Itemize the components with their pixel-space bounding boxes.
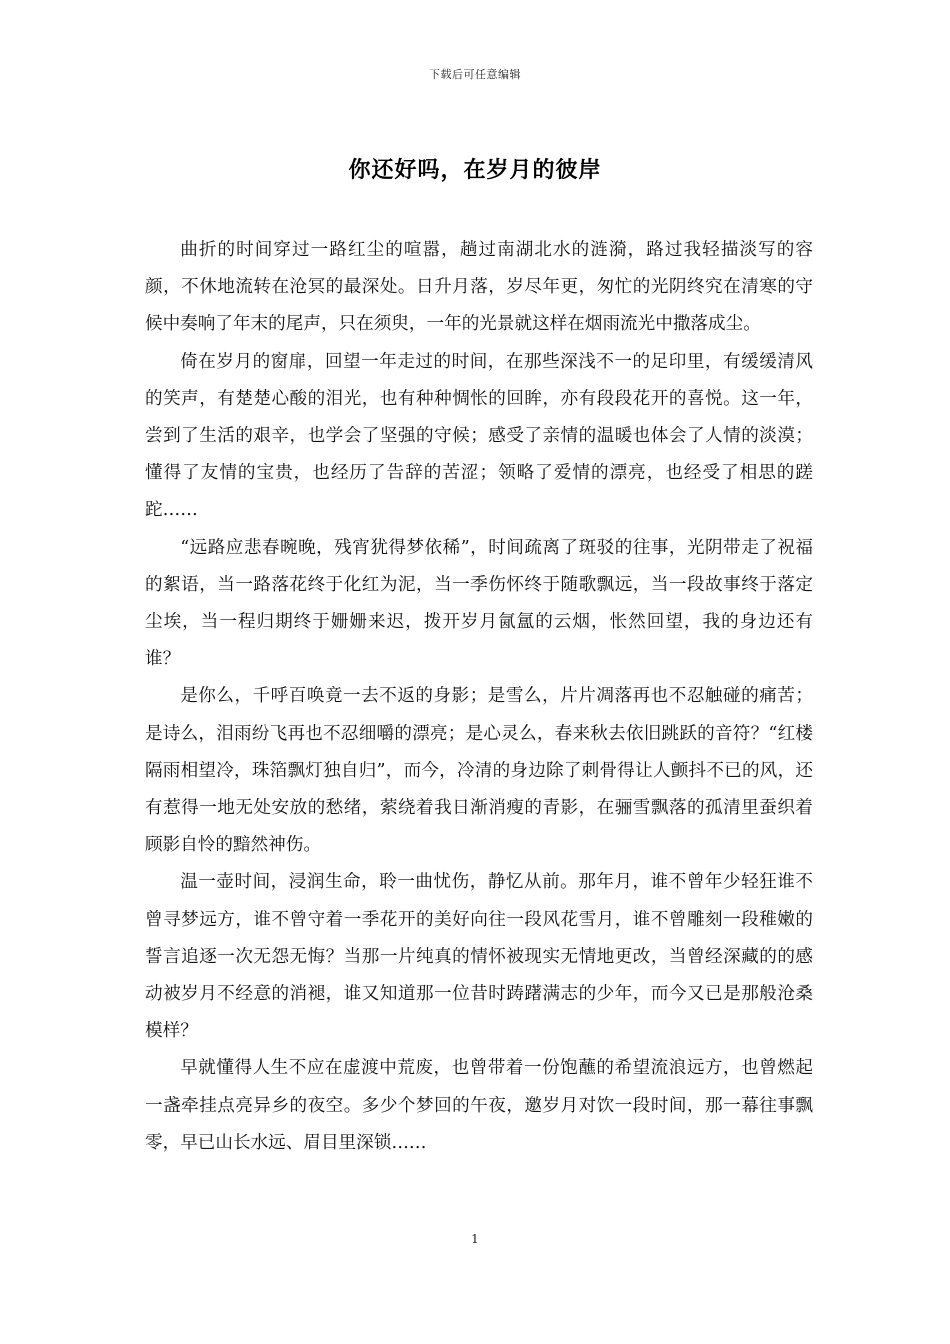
paragraph: 温一壶时间，浸润生命，聆一曲忧伤，静忆从前。那年月，谁不曾年少轻狂谁不曾寻梦远方，谁不曾守着一季花开的美好向往一段风花雪月，谁不曾雕刻一段稚嫩的誓言追逐一次无怨无悔？当那一片纯真的情怀被现实无情地更改，当曾经深藏的的感动被岁月不经意的消褪，谁又知道那一位昔时踌躇满志的少年，而今又已是那般沧桑模样？ (145, 872, 813, 1042)
document-body (145, 232, 813, 1162)
header-note: 下载后可任意编辑 (429, 68, 521, 81)
paragraph: 曲折的时间穿过一路红尘的喧嚣，趟过南湖北水的涟漪，路过我轻描淡写的容颜，不休地流转在沧冥的最深处。日升月落，岁尽年更，匆忙的光阴终究在清寒的守候中奏响了年末的尾声，只在须臾，一年的光景就这样在烟雨流光中撒落成尘。 (145, 240, 813, 335)
document-title: 你还好吗，在岁月的彼岸 (348, 157, 602, 183)
page-number: 1 (471, 1232, 479, 1246)
paragraph: 倚在岁月的窗扉，回望一年走过的时间，在那些深浅不一的足印里，有缓缓清风的笑声，有楚楚心酸的泪光，也有种种惆怅的回眸，亦有段段花开的喜悦。这一年，尝到了生活的艰辛，也学会了坚强的守候；感受了亲情的温暖也体会了人情的淡漠；懂得了友情的宝贵，也经历了告辞的苦涩；领略了爱情的漂亮，也经受了相思的蹉跎…… (145, 351, 813, 521)
paragraph: 是你么，千呼百唤竟一去不返的身影；是雪么，片片凋落再也不忍触碰的痛苦；是诗么，泪雨纷飞再也不忍细嚼的漂亮；是心灵么，春来秋去依旧跳跃的音符？“红楼隔雨相望冷，珠箔飘灯独自归”，而今，冷清的身边除了刺骨得让人颤抖不已的风，还有惹得一地无处安放的愁绪，萦绕着我日渐消瘦的青影，在骊雪飘落的孤清里蚕织着顾影自怜的黯然神伤。 (145, 686, 813, 856)
paragraph: “远路应悲春晼晚，残宵犹得梦依稀”，时间疏离了斑驳的往事，光阴带走了祝福的絮语，当一路落花终于化红为泥，当一季伤怀终于随歌飘远，当一段故事终于落定尘埃，当一程归期终于姗姗来迟，拨开岁月氤氲的云烟，怅然回望，我的身边还有谁？ (145, 537, 813, 670)
paragraph: 早就懂得人生不应在虚渡中荒废，也曾带着一份饱蘸的希望流浪远方，也曾燃起一盏牵挂点亮异乡的夜空。多少个梦回的午夜，邀岁月对饮一段时间，那一幕往事飘零，早已山长水远、眉目里深锁…… (145, 1058, 813, 1153)
